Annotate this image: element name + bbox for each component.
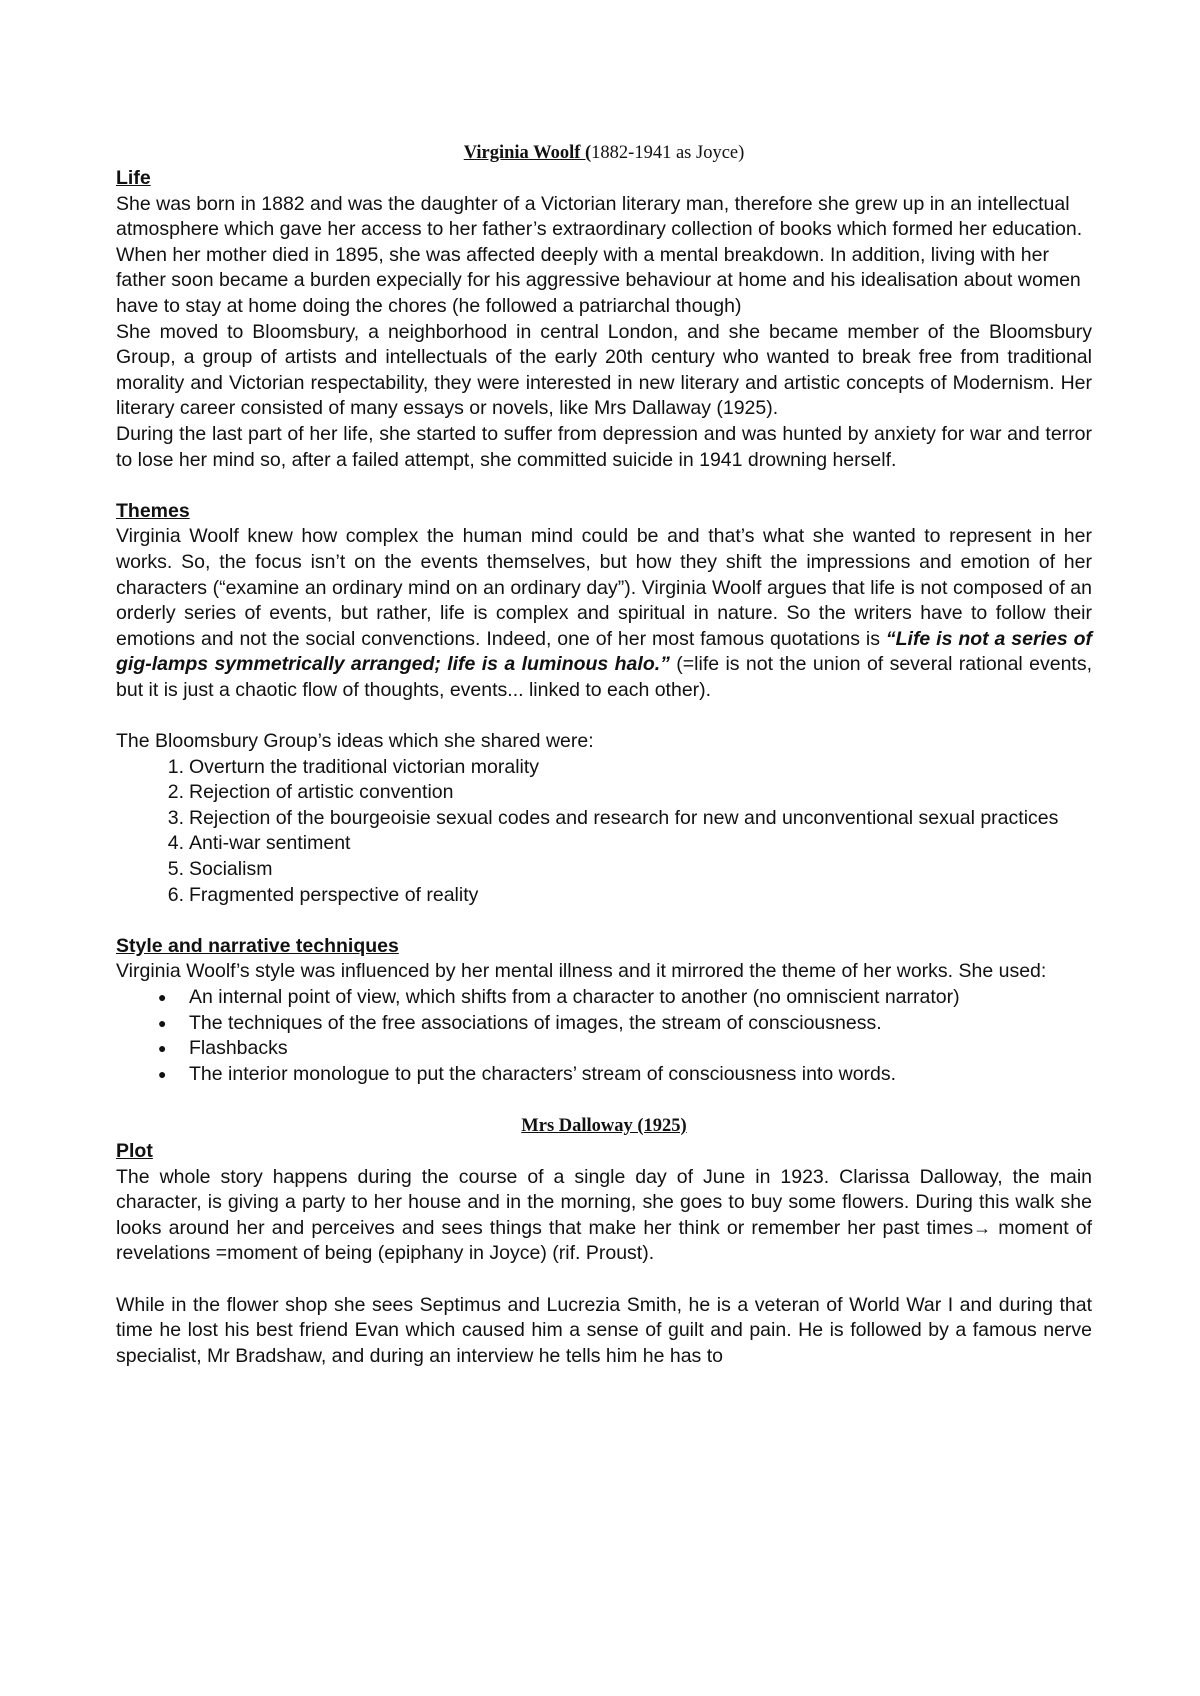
- list-item: [116, 780, 1092, 806]
- plot-paragraph: While in the flower shop she sees Septimus and Lucrezia Smith, he is a veteran of World War I and during that time he lost his best friend Evan which caused him a sense of guilt and pain. He is followed by a famous nerve specialist, Mr Bradshaw, and during an interview he tells him he has to: [116, 1293, 1092, 1367]
- list-item-text: Fragmented perspective of reality: [189, 883, 479, 906]
- list-item: [116, 1036, 1092, 1062]
- life-paragraph: She moved to Bloomsbury, a neighborhood in central London, and she became member of the Bloomsbury Group, a group of artists and intellectuals of the early 20th century who wanted to break free from traditional morality and Victorian respectability, they were interested in new literary and artistic concepts of Modernism. Her literary career consisted of many essays or novels, like Mrs Dallaway (1925).: [116, 320, 1092, 420]
- life-paragraph: She was born in 1882 and was the daughter of a Victorian literary man, therefore she grew up in an intellectual atmosphere which gave her access to her father’s extraordinary collection of books which formed her education.: [116, 192, 1083, 241]
- bullet-icon: ●: [158, 1065, 167, 1082]
- style-list: [116, 985, 1092, 1087]
- themes-paragraph: [116, 524, 1092, 703]
- list-item: [116, 1011, 1092, 1037]
- style-intro: Virginia Woolf’s style was influenced by her mental illness and it mirrored the theme of her works. She used:: [116, 960, 1047, 983]
- list-number: 1.: [167, 755, 184, 778]
- list-item-text: Overturn the traditional victorian morality: [189, 755, 540, 778]
- ideas-list: [116, 755, 1092, 909]
- list-number: 2.: [167, 781, 184, 804]
- title-main: Virginia Woolf (: [463, 143, 592, 163]
- woolf-quote: “Life is not a series of gig-lamps symmetrically arranged; life is a luminous halo.”: [116, 627, 1092, 676]
- life-heading: Life: [116, 167, 151, 189]
- themes-text: Virginia Woolf knew how complex the human mind could be and that’s what she wanted to represent in her works. So, the focus isn’t on the events themselves, but how they shift the impressions and emotion of her characters (“examine an ordinary mind on an ordinary day”). Virginia Woolf argues that life is not composed of an orderly series of events, but rather, life is complex and spiritual in nature. So the writers have to follow their emotions and not the social convenctions. Indeed, one of her most famous quotations is: [116, 525, 1092, 650]
- style-heading: Style and narrative techniques: [116, 934, 399, 957]
- ideas-intro: The Bloomsbury Group’s ideas which she shared were:: [116, 730, 594, 753]
- list-number: 4.: [167, 832, 184, 855]
- document-title: [116, 140, 1092, 166]
- list-item-text: The interior monologue to put the characters’ stream of consciousness into words.: [189, 1062, 897, 1085]
- plot-paragraph: [116, 1165, 1092, 1267]
- life-paragraph: During the last part of her life, she started to suffer from depression and was hunted by anxiety for war and terror to lose her mind so, after a failed attempt, she committed suicide in 1941 drowning herself.: [116, 422, 1092, 471]
- list-item-text: An internal point of view, which shifts from a character to another (no omniscient narrator): [189, 986, 960, 1008]
- arrow-icon: →: [973, 1217, 992, 1238]
- list-item-text: Anti-war sentiment: [189, 832, 351, 855]
- bullet-icon: ●: [158, 1014, 167, 1031]
- bullet-icon: ●: [158, 989, 167, 1005]
- themes-heading: Themes: [116, 499, 190, 522]
- title-dates: 1882-1941 as Joyce): [591, 143, 745, 163]
- list-number: 5.: [167, 858, 184, 881]
- spacer: [116, 908, 1092, 934]
- spacer: [116, 473, 1092, 499]
- document-page: [116, 140, 1092, 1369]
- list-item: [116, 755, 1092, 781]
- dalloway-title-text: Mrs Dalloway (1925): [521, 1115, 687, 1136]
- list-item: [116, 985, 1092, 1011]
- plot-text-after: moment of revelations =moment of being (epiphany in Joyce) (rif. Proust).: [116, 1216, 1093, 1265]
- life-paragraph: When her mother died in 1895, she was affected deeply with a mental breakdown. In addition, living with her father soon became a burden expecially for his aggressive behaviour at home and his idealisation about women have to stay at home doing the chores (he followed a patriarchal though): [116, 243, 1081, 317]
- plot-heading: Plot: [116, 1139, 153, 1162]
- list-item-text: Flashbacks: [189, 1037, 288, 1060]
- dalloway-title: [116, 1113, 1092, 1139]
- bullet-icon: ●: [158, 1040, 167, 1057]
- list-item: [116, 857, 1092, 883]
- spacer: [116, 703, 1092, 729]
- list-number: 3.: [167, 806, 184, 829]
- plot-text: The whole story happens during the course of a single day of June in 1923. Clarissa Dalloway, the main character, is giving a party to her house and in the morning, she goes to buy some flowers. During this walk she looks around her and perceives and sees things that make her think or remember her past times: [116, 1165, 1092, 1239]
- list-item-text: The techniques of the free associations of images, the stream of consciousness.: [189, 1011, 882, 1034]
- list-item-text: Rejection of artistic convention: [189, 781, 454, 804]
- list-item-text: Socialism: [189, 858, 273, 881]
- spacer: [116, 1087, 1092, 1113]
- list-item-text: Rejection of the bourgeoisie sexual codes and research for new and unconventional sexual practices: [189, 806, 1059, 829]
- spacer: [116, 1267, 1092, 1293]
- list-item: [116, 883, 1092, 909]
- list-item: [116, 831, 1092, 857]
- list-item: [116, 806, 1092, 832]
- list-item: [116, 1062, 1092, 1088]
- list-number: 6.: [167, 883, 184, 906]
- themes-text-after: (=life is not the union of several rational events, but it is just a chaotic flow of thoughts, events... linked to each other).: [116, 653, 1092, 701]
